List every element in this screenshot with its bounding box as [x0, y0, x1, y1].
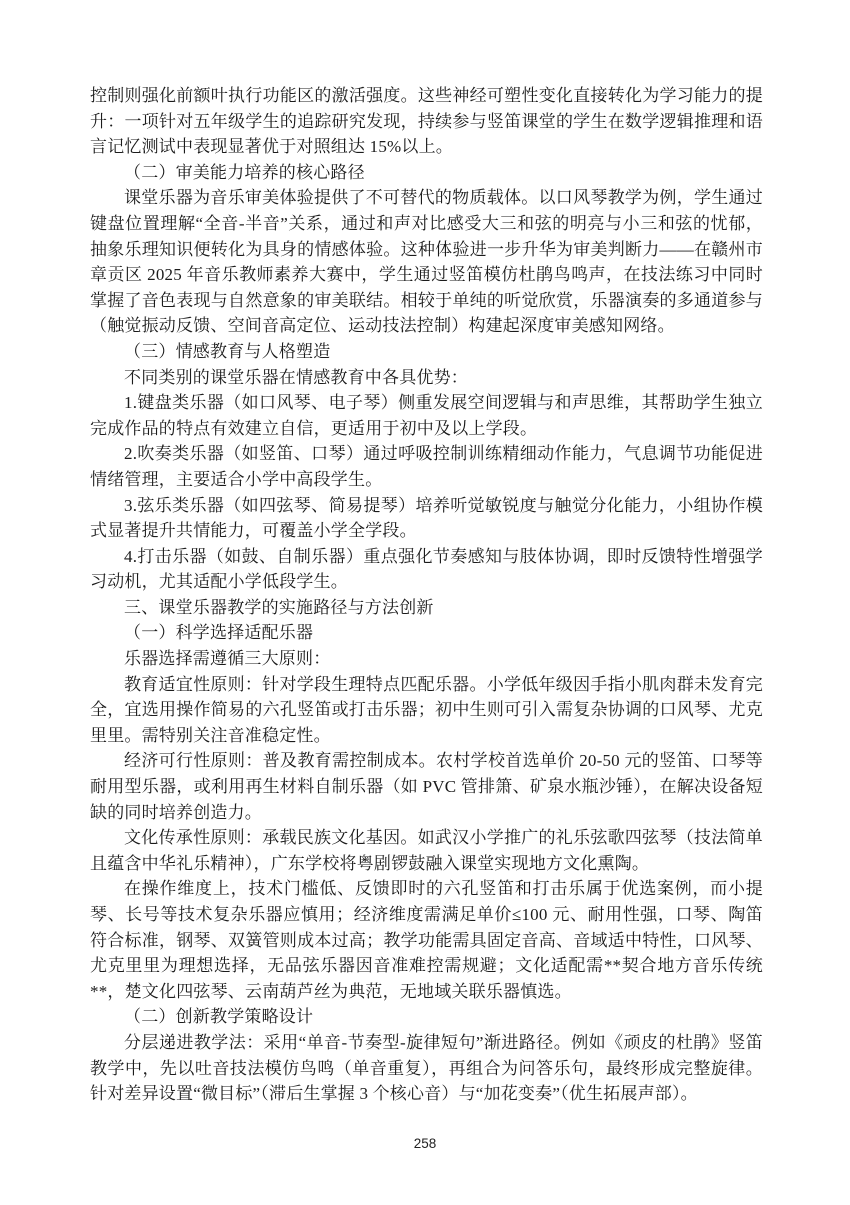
paragraph: 2.吹奏类乐器（如竖笛、口琴）通过呼吸控制训练精细动作能力，气息调节功能促进情绪管理，主要适合小学中高段学生。	[90, 444, 763, 489]
paragraph: （二）审美能力培养的核心路径	[124, 162, 365, 182]
paragraph: （一）科学选择适配乐器	[124, 623, 314, 643]
paragraph: 在操作维度上，技术门槛低、反馈即时的六孔竖笛和打击乐属于优选案例，而小提琴、长号等技术复杂乐器应慎用；经济维度需满足单价≤100 元、耐用性强，口琴、陶笛符合标准，钢琴、双簧管则成本过高；教学功能需具固定音高、音域适中特性，口风琴、尤克里里为理想选择，无品弦乐器因音准难控需规避；文化适配需**契合地方音乐传统**，楚文化四弦琴、云南葫芦丝为典范，无地域关联乐器慎选。	[90, 879, 763, 1001]
paragraph: 教育适宜性原则：针对学段生理特点匹配乐器。小学低年级因手指小肌肉群未发育完全，宜选用操作简易的六孔竖笛或打击乐器；初中生则可引入需复杂协调的口风琴、尤克里里。需特别关注音准稳定性。	[90, 674, 763, 745]
paragraph: 经济可行性原则：普及教育需控制成本。农村学校首选单价 20-50 元的竖笛、口琴等耐用型乐器，或利用再生材料自制乐器（如 PVC 管排箫、矿泉水瓶沙锤），在解决设备短缺的同时培养创造力。	[90, 751, 763, 822]
paragraph: 乐器选择需遵循三大原则：	[124, 649, 331, 669]
paragraph: 三、课堂乐器教学的实施路径与方法创新	[124, 597, 434, 617]
paragraph: 文化传承性原则：承载民族文化基因。如武汉小学推广的礼乐弦歌四弦琴（技法简单且蕴含中华礼乐精神），广东学校将粤剧锣鼓融入课堂实现地方文化熏陶。	[90, 828, 763, 873]
paragraph: （二）创新教学策略设计	[124, 1007, 314, 1027]
document-body	[90, 83, 763, 1107]
paragraph: （三）情感教育与人格塑造	[124, 341, 331, 361]
page-number: 258	[413, 1136, 437, 1151]
paragraph: 课堂乐器为音乐审美体验提供了不可替代的物质载体。以口风琴教学为例，学生通过键盘位置理解“全音-半音”关系，通过和声对比感受大三和弦的明亮与小三和弦的忧郁，抽象乐理知识便转化为具身的情感体验。这种体验进一步升华为审美判断力——在赣州市章贡区 2025 年音乐教师素养大赛中，学生通过竖笛模仿杜鹃鸟鸣声，在技法练习中同时掌握了音色表现与自然意象的审美联结。相较于单纯的听觉欣赏，乐器演奏的多通道参与（触觉振动反馈、空间音高定位、运动技法控制）构建起深度审美感知网络。	[90, 188, 763, 336]
paragraph: 分层递进教学法：采用“单音-节奏型-旋律短句”渐进路径。例如《顽皮的杜鹃》竖笛教学中，先以吐音技法模仿鸟鸣（单音重复），再组合为问答乐句，最终形成完整旋律。针对差异设置“微目标”（滞后生掌握 3 个核心音）与“加花变奏”（优生拓展声部）。	[90, 1032, 763, 1104]
paragraph: 不同类别的课堂乐器在情感教育中各具优势：	[124, 367, 468, 387]
paragraph: 4.打击乐器（如鼓、自制乐器）重点强化节奏感知与肢体协调，即时反馈特性增强学习动机，尤其适配小学低段学生。	[90, 546, 763, 592]
paragraph: 控制则强化前额叶执行功能区的激活强度。这些神经可塑性变化直接转化为学习能力的提升：一项针对五年级学生的追踪研究发现，持续参与竖笛课堂的学生在数学逻辑推理和语言记忆测试中表现显著优于对照组达 15%以上。	[90, 86, 763, 157]
paragraph: 1.键盘类乐器（如口风琴、电子琴）侧重发展空间逻辑与和声思维，其帮助学生独立完成作品的特点有效建立自信，更适用于初中及以上学段。	[90, 393, 763, 438]
paragraph: 3.弦乐类乐器（如四弦琴、简易提琴）培养听觉敏锐度与触觉分化能力，小组协作模式显著提升共情能力，可覆盖小学全学段。	[90, 495, 763, 541]
